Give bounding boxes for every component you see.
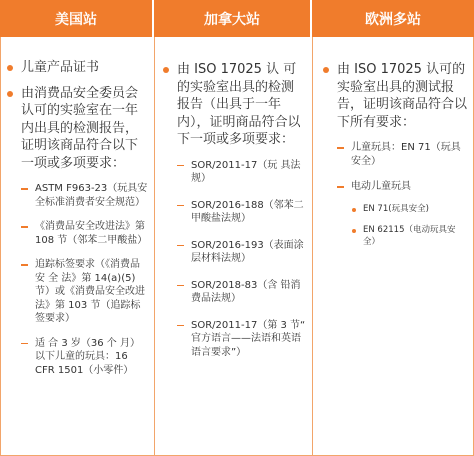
list-item: [7, 59, 148, 77]
sub-requirement-text: 《消费品安全改进法》第 108 节（邻苯二甲酸盐）: [35, 221, 148, 246]
sub-list-item: [337, 141, 467, 168]
sub-requirement-text: 追踪标签要求（《消费品 安 全 法》第 14(a)(5) 节）或《消费品安全改进法》第 103 节（追踪标签要求）: [35, 259, 145, 324]
column-header-canada: 加拿大站: [154, 0, 312, 37]
sub-list-item: [177, 319, 306, 360]
bullet-icon: [7, 65, 13, 71]
bullet-icon: [7, 91, 13, 97]
sub-list-item: [21, 182, 148, 209]
requirement-text: 由 ISO 17025 认 可 的实验室出具的检测报告（出具于一年内），证明商品符合以下一项或多项要求：: [177, 62, 301, 147]
requirement-list: [323, 61, 467, 248]
list-item: [163, 61, 306, 359]
dash-icon: [177, 165, 184, 167]
dot-icon: [352, 208, 356, 212]
sub-sub-requirement-list: [351, 204, 467, 249]
header-row: [0, 0, 474, 37]
dash-icon: [21, 264, 28, 266]
sub-requirement-text: SOR/2016-193（表面涂层材料法规）: [191, 239, 304, 264]
list-item: [7, 85, 148, 378]
column-canada: [154, 37, 312, 456]
sub-requirement-text: SOR/2011-17（第 3 节“ 官方语言——法语和英语语言要求”）: [191, 319, 306, 358]
sub-list-item: [337, 180, 467, 248]
sub-requirement-text: 电动儿童玩具: [351, 181, 411, 192]
sub-requirement-list: [177, 159, 306, 360]
sub-sub-list-item: [351, 225, 467, 248]
dash-icon: [337, 186, 344, 188]
column-europe: [312, 37, 474, 456]
dash-icon: [177, 205, 184, 207]
column-us: [0, 37, 154, 456]
sub-list-item: [177, 199, 306, 226]
column-header-europe: 欧洲多站: [312, 0, 474, 37]
dash-icon: [177, 245, 184, 247]
sub-requirement-text: SOR/2018-83（含 铅消费品法规）: [191, 279, 301, 304]
sub-requirement-list: [337, 141, 467, 248]
sub-requirement-text: ASTM F963-23（玩具安全标准消费者安全规范）: [35, 183, 148, 208]
body-row: [0, 37, 474, 456]
sub-requirement-list: [21, 182, 148, 377]
sub-list-item: [21, 258, 148, 326]
sub-requirement-text: 儿童玩具：EN 71（玩具安全）: [351, 142, 461, 167]
requirement-text: 由消费品安全委员会认可的实验室在一年内出具的检测报告，证明该商品符合以下一项或多项要求：: [21, 85, 139, 171]
dash-icon: [21, 343, 28, 345]
sub-list-item: [21, 220, 148, 247]
bullet-icon: [323, 67, 329, 73]
sub-sub-requirement-text: EN 62115（电动玩具安全）: [363, 225, 456, 247]
requirement-text: 儿童产品证书: [21, 60, 100, 75]
dash-icon: [177, 285, 184, 287]
dash-icon: [21, 188, 28, 190]
column-header-us: 美国站: [0, 0, 154, 37]
sub-list-item: [177, 279, 306, 306]
dash-icon: [21, 226, 28, 228]
requirement-list: [7, 59, 148, 377]
sub-requirement-text: SOR/2016-188（邻苯二甲酸盐法规）: [191, 199, 304, 224]
sub-list-item: [177, 159, 306, 186]
dash-icon: [337, 147, 344, 149]
sub-list-item: [177, 239, 306, 266]
sub-sub-requirement-text: EN 71(玩具安全): [363, 203, 429, 214]
sub-requirement-text: 适 合 3 岁（36 个 月）以下儿童的玩具：16 CFR 1501（小零件）: [35, 337, 140, 376]
sub-sub-list-item: [351, 204, 467, 216]
list-item: [323, 61, 467, 248]
requirement-list: [163, 61, 306, 359]
dash-icon: [177, 325, 184, 327]
dot-icon: [352, 229, 356, 233]
sub-requirement-text: SOR/2011-17（玩 具法规）: [191, 159, 301, 184]
bullet-icon: [163, 67, 169, 73]
sub-list-item: [21, 337, 148, 378]
requirement-text: 由 ISO 17025 认可的实验室出具的测试报告，证明该商品符合以下所有要求：: [337, 62, 468, 130]
